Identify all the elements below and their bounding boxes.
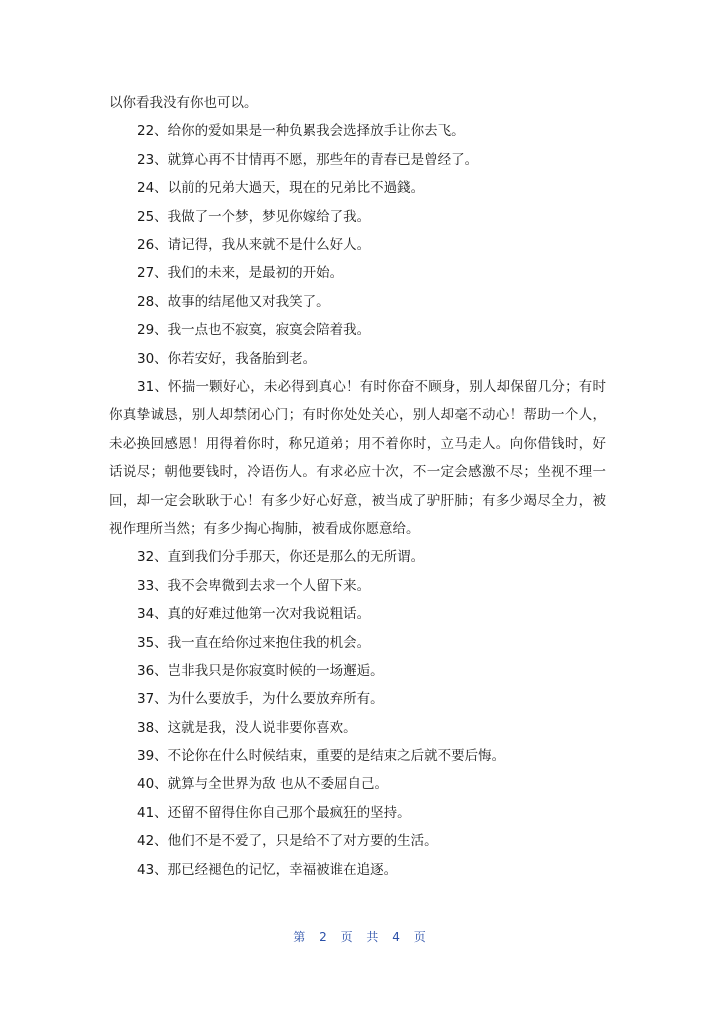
list-item: 28、故事的结尾他又对我笑了。 (137, 293, 330, 310)
list-item: 30、你若安好，我备胎到老。 (137, 350, 317, 367)
list-after (109, 543, 609, 884)
list-item: 36、岂非我只是你寂寞时候的一场邂逅。 (137, 662, 384, 679)
list-item: 43、那已经褪色的记忆，幸福被谁在追逐。 (137, 861, 398, 878)
list-item: 32、直到我们分手那天，你还是那么的无所谓。 (137, 549, 425, 566)
list-item: 35、我一直在给你过来抱住我的机会。 (137, 634, 371, 651)
continued-line: 以你看我没有你也可以。 (109, 95, 258, 111)
list-before (109, 117, 609, 373)
footer-current-page: 2 (319, 930, 328, 944)
list-item: 34、真的好难过他第一次对我说粗话。 (137, 606, 371, 623)
paragraph-31: 31、怀揣一颗好心，未必得到真心！有时你奋不顾身，别人却保留几分；有时你真挚诚恳，别人却禁闭心门；有时你处处关心，别人却毫不动心！帮助一个人，未必换回感恩！用得着你时，称兄道弟；用不着你时，立马走人。向你借钱时，好话说尽；朝他要钱时，冷语伤人。有求必应十次，不一定会感激不尽；坐视不理一回，却一定会耿耿于心！有多少好心好意，被当成了驴肝肺；有多少竭尽全力，被视作理所当然；有多少掏心掏肺，被看成你愿意给。 (109, 378, 606, 537)
footer-total-pages: 4 (392, 930, 401, 944)
list-item: 42、他们不是不爱了，只是给不了对方要的生活。 (137, 833, 438, 850)
footer-ye-end: 页 (413, 930, 427, 944)
footer-gong: 共 (366, 930, 380, 944)
list-item: 29、我一点也不寂寞，寂寞会陪着我。 (137, 322, 371, 339)
page-footer (0, 928, 720, 945)
list-item: 25、我做了一个梦，梦见你嫁给了我。 (137, 208, 371, 225)
list-item: 39、不论你在什么时候结束，重要的是结束之后就不要后悔。 (137, 748, 506, 765)
document-body (109, 89, 609, 884)
list-item: 22、给你的爱如果是一种负累我会选择放手让你去飞。 (137, 123, 465, 140)
list-item: 27、我们的未来，是最初的开始。 (137, 265, 344, 282)
list-item: 23、就算心再不甘情再不愿，那些年的青春已是曾经了。 (137, 151, 479, 168)
list-item: 40、就算与全世界为敌 也从不委屈自己。 (137, 776, 388, 793)
list-item: 33、我不会卑微到去求一个人留下来。 (137, 577, 371, 594)
list-item: 24、以前的兄弟大過天，現在的兄弟比不過錢。 (137, 180, 425, 197)
list-item: 26、请记得，我从来就不是什么好人。 (137, 236, 371, 253)
list-item: 37、为什么要放手，为什么要放弃所有。 (137, 691, 384, 708)
footer-ye: 页 (340, 930, 354, 944)
list-item: 38、这就是我，没人说非要你喜欢。 (137, 719, 357, 736)
footer-di: 第 (293, 930, 307, 944)
list-item: 41、还留不留得住你自己那个最疯狂的坚持。 (137, 804, 411, 821)
